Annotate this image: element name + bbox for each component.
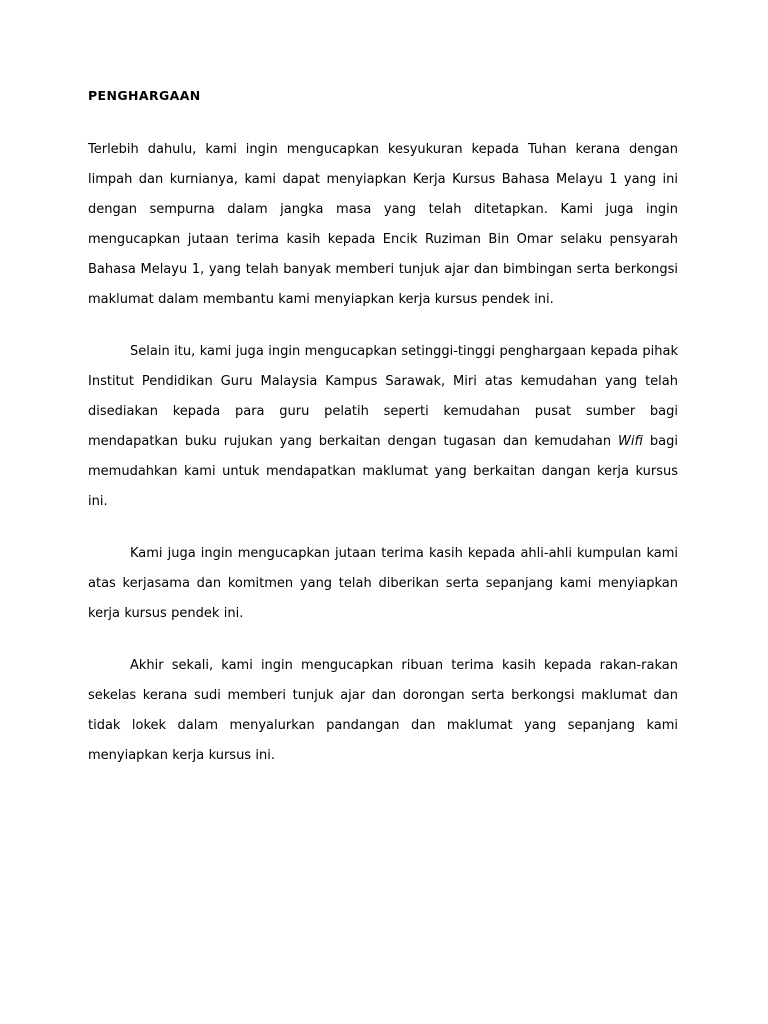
paragraph-2 [88,337,678,517]
paragraph-3: Kami juga ingin mengucapkan jutaan terima kasih kepada ahli-ahli kumpulan kami atas kerjasama dan komitmen yang telah diberikan serta sepanjang kami menyiapkan kerja kursus pendek ini. [88,546,678,621]
paragraph-4: Akhir sekali, kami ingin mengucapkan ribuan terima kasih kepada rakan-rakan sekelas kerana sudi memberi tunjuk ajar dan dorongan serta berkongsi maklumat dan tidak lokek dalam menyalurkan pandangan dan maklumat yang sepanjang kami menyiapkan kerja kursus ini. [88,658,678,763]
paragraph-1: Terlebih dahulu, kami ingin mengucapkan kesyukuran kepada Tuhan kerana dengan limpah dan kurnianya, kami dapat menyiapkan Kerja Kursus Bahasa Melayu 1 yang ini dengan sempurna dalam jangka masa yang telah ditetapkan. Kami juga ingin mengucapkan jutaan terima kasih kepada Encik Ruziman Bin Omar selaku pensyarah Bahasa Melayu 1, yang telah banyak memberi tunjuk ajar dan bimbingan serta berkongsi maklumat dalam membantu kami menyiapkan kerja kursus pendek ini. [88,142,678,307]
paragraph-2-text-before: Selain itu, kami juga ingin mengucapkan setinggi-tinggi penghargaan kepada pihak Institut Pendidikan Guru Malaysia Kampus Sarawak, Miri atas kemudahan yang telah disediakan kepada para guru pelatih seperti kemudahan pusat sumber bagi mendapatkan buku rujukan yang berkaitan dengan tugasan dan kemudahan [88,344,678,449]
paragraph-2-emphasis: Wifi [618,434,643,449]
paragraph-2-text-after: bagi memudahkan kami untuk mendapatkan maklumat yang berkaitan dangan kerja kursus ini. [88,434,678,509]
page-title: PENGHARGAAN [88,88,201,103]
